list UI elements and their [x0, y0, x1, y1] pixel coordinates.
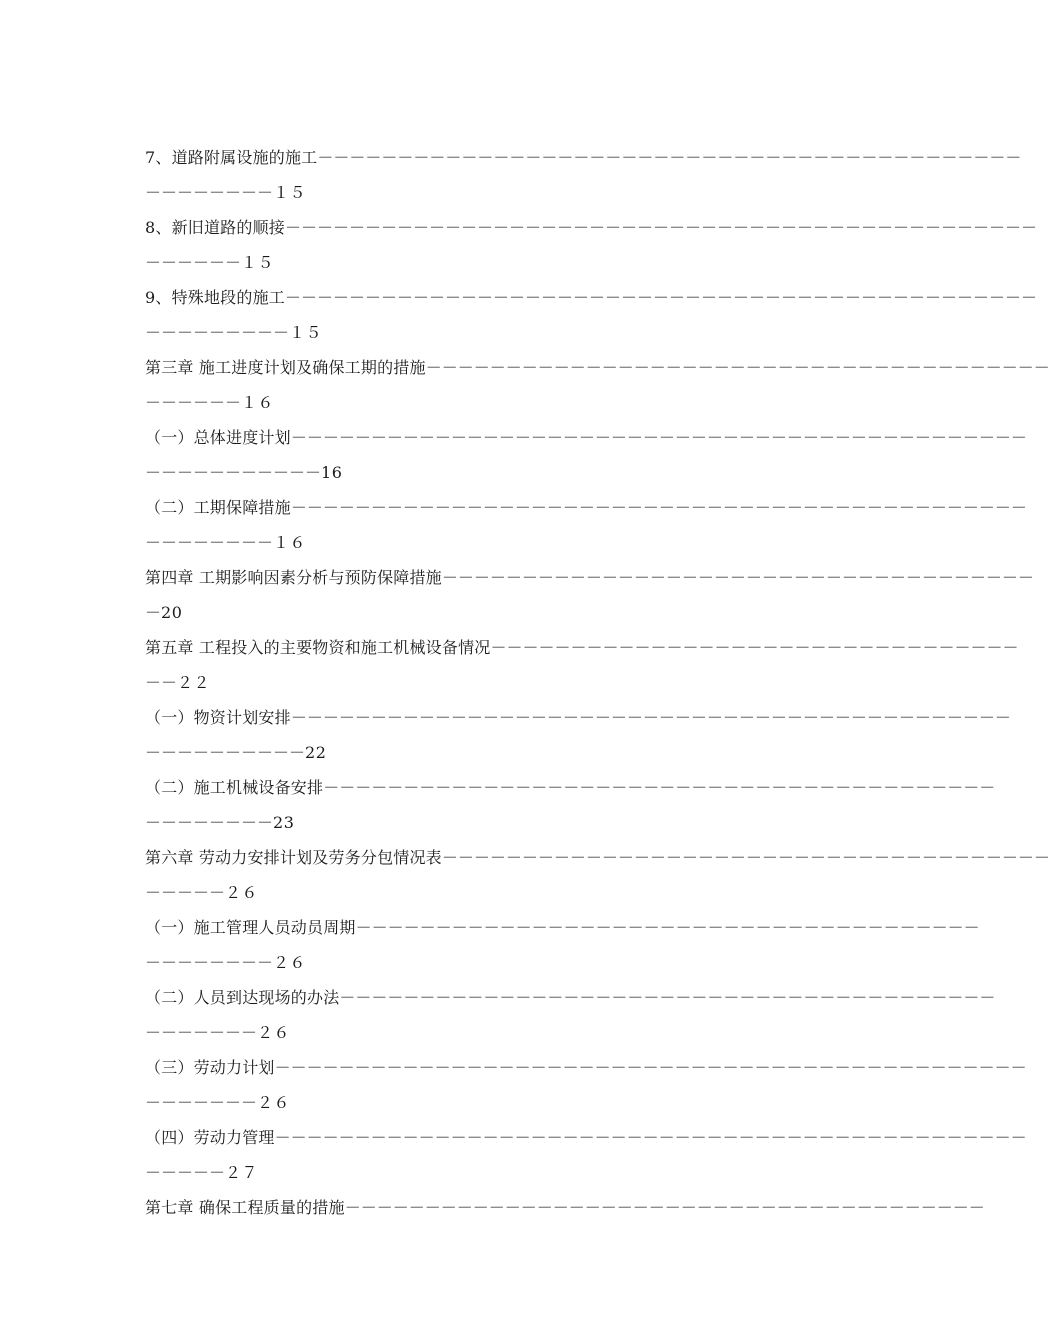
toc-leader: －－－－－－－－－－－－－－－－－－－－－－－－－－－－－－－－－－－－－－－－ [344, 1198, 985, 1217]
toc-leader: －－－－－－－－－－ [145, 743, 306, 762]
toc-entry-continuation [145, 245, 882, 280]
toc-entry[interactable] [145, 560, 1034, 630]
toc-entry-line [145, 840, 1050, 875]
toc-entry-continuation [145, 315, 882, 350]
toc-leader: －－－－－－－－－－－－－－－－－－－－－－－－－－－－－－－－－－－－－－－－－－－－－ [290, 708, 1011, 727]
toc-leader: －－－－－－－－－－－－－－－－－－－－－－－－－－－－－－－－－－－－－－－－－ [339, 988, 996, 1007]
toc-entry-line [145, 350, 1050, 385]
toc-entry-title: （二）人员到达现场的办法 [145, 988, 340, 1007]
toc-entry[interactable] [145, 350, 1050, 420]
toc-entry-line [145, 560, 1034, 595]
toc-leader: －－－－－－ [145, 393, 242, 412]
toc-entry-title: 第七章 确保工程质量的措施 [145, 1198, 345, 1217]
toc-leader: －－－－－－－－－－－－－－－－－－－－－－－－－－－－－－－－－－－－－－－－－－－－－－－ [274, 1058, 1027, 1077]
toc-leader: －－－－－－ [145, 253, 242, 272]
toc-entry-line [145, 700, 1011, 735]
toc-leader: －－－－－－－－－ [145, 323, 290, 342]
toc-entry-continuation [145, 595, 882, 630]
toc-entry[interactable] [145, 210, 1037, 280]
toc-entry-line [145, 490, 1027, 525]
toc-page-number: ２６ [273, 953, 307, 972]
toc-leader: －－－－－－－－－－－－－－－－－－－－－－－－－－－－－－－－－－－－－－ [441, 848, 1050, 867]
toc-leader: －－－－－－－－－－－－－－－－－－－－－－－－－－－－－－－－－－－－－－－－－－ [323, 778, 996, 797]
toc-page-number: １５ [241, 253, 275, 272]
toc-entry-line [145, 280, 1037, 315]
toc-entry-continuation [145, 1085, 882, 1120]
toc-entry-line [145, 210, 1037, 245]
toc-page-number: １６ [241, 393, 275, 412]
toc-leader: －－－－－－－－ [145, 813, 274, 832]
toc-entry-line [145, 770, 996, 805]
toc-entry[interactable] [145, 980, 996, 1050]
toc-entry-continuation [145, 875, 882, 910]
toc-entry-title: （四）劳动力管理 [145, 1128, 275, 1147]
toc-entry[interactable] [145, 910, 980, 980]
toc-leader: －－ [145, 673, 178, 692]
toc-leader: －－－－－－－－－－－－－－－－－－－－－－－－－－－－－－－－－－－－－ [441, 568, 1034, 587]
toc-entry-continuation [145, 1155, 882, 1190]
toc-page-number: ２６ [225, 883, 259, 902]
toc-entry[interactable] [145, 840, 1050, 910]
toc-entry-line [145, 630, 1019, 665]
toc-entry-line [145, 140, 1022, 175]
toc-entry-title: 8、新旧道路的顺接 [145, 218, 285, 237]
toc-entry-continuation [145, 175, 882, 210]
toc-entry-continuation [145, 945, 882, 980]
toc-entry[interactable] [145, 420, 1027, 490]
toc-entry[interactable] [145, 770, 996, 840]
toc-entry[interactable] [145, 700, 1011, 770]
toc-entry[interactable] [145, 140, 1022, 210]
toc-entry-continuation [145, 525, 882, 560]
toc-page-number: 16 [321, 463, 343, 482]
toc-entry-line [145, 1120, 1027, 1155]
toc-page-number: １６ [273, 533, 307, 552]
toc-entry-line [145, 910, 980, 945]
toc-entry-title: （一）施工管理人员动员周期 [145, 918, 356, 937]
toc-entry-line [145, 1050, 1027, 1085]
toc-entry-title: （二）施工机械设备安排 [145, 778, 324, 797]
toc-page-number: 23 [273, 813, 295, 832]
toc-leader: －－－－－－－－－－－－－－－－－－－－－－－－－－－－－－－－－－－－－－－－－－－－ [317, 148, 1022, 167]
toc-entry[interactable] [145, 1190, 985, 1225]
toc-entry-continuation [145, 455, 882, 490]
toc-entry[interactable] [145, 280, 1037, 350]
toc-entry[interactable] [145, 630, 1019, 700]
toc-leader: －－－－－－－ [145, 1093, 258, 1112]
toc-leader: － [145, 603, 162, 622]
toc-leader: －－－－－－－ [145, 1023, 258, 1042]
toc-leader: －－－－－－－－－－－－－－－－－－－－－－－－－－－－－－－－－－－－－－－－－－－－－－－ [284, 288, 1037, 307]
toc-leader: －－－－－－－－－－－－－－－－－－－－－－－－－－－－－－－－－－－－－－－－－－－－－－－ [274, 1128, 1027, 1147]
toc-leader: －－－－－ [145, 883, 226, 902]
toc-page-number: １５ [289, 323, 323, 342]
toc-entry[interactable] [145, 490, 1027, 560]
toc-leader: －－－－－－－－－－－－－－－－－－－－－－－－－－－－－－－－－－－－－－－ [425, 358, 1050, 377]
toc-page-number: ２６ [257, 1023, 291, 1042]
toc-entry-title: 第六章 劳动力安排计划及劳务分包情况表 [145, 848, 442, 867]
toc-leader: －－－－－－－－ [145, 183, 274, 202]
toc-entry[interactable] [145, 1120, 1027, 1190]
toc-entry-title: 第五章 工程投入的主要物资和施工机械设备情况 [145, 638, 491, 657]
toc-entry-title: 7、道路附属设施的施工 [145, 148, 318, 167]
toc-page-number: １５ [273, 183, 307, 202]
toc-entry-continuation [145, 385, 882, 420]
toc-entry-title: （一）物资计划安排 [145, 708, 291, 727]
table-of-contents [145, 140, 1050, 1225]
toc-entry-line [145, 420, 1027, 455]
toc-entry-title: （一）总体进度计划 [145, 428, 291, 447]
toc-leader: －－－－－－－－－－－－－－－－－－－－－－－－－－－－－－－－－－－－－－－－－－－－－－ [290, 428, 1027, 447]
toc-entry[interactable] [145, 1050, 1027, 1120]
toc-leader: －－－－－－－－－－－－－－－－－－－－－－－－－－－－－－－－－－－－－－－－－－－－－－－ [284, 218, 1037, 237]
toc-leader: －－－－－－－－－－－－－－－－－－－－－－－－－－－－－－－－－－－－－－－ [355, 918, 980, 937]
toc-page-number: ２７ [225, 1163, 259, 1182]
toc-entry-title: 第四章 工期影响因素分析与预防保障措施 [145, 568, 442, 587]
toc-entry-continuation [145, 1015, 882, 1050]
toc-page-number: ２２ [177, 673, 211, 692]
toc-entry-continuation [145, 805, 882, 840]
toc-page-number: 22 [305, 743, 327, 762]
toc-entry-line [145, 980, 996, 1015]
toc-leader: －－－－－－－－－－－－－－－－－－－－－－－－－－－－－－－－－－－－－－－－－－－－－－ [290, 498, 1027, 517]
toc-entry-title: （三）劳动力计划 [145, 1058, 275, 1077]
toc-leader: －－－－－ [145, 1163, 226, 1182]
toc-entry-title: （二）工期保障措施 [145, 498, 291, 517]
toc-leader: －－－－－－－－－－－ [145, 463, 322, 482]
toc-leader: －－－－－－－－－－－－－－－－－－－－－－－－－－－－－－－－－ [490, 638, 1019, 657]
toc-entry-title: 第三章 施工进度计划及确保工期的措施 [145, 358, 426, 377]
toc-page-number: 20 [161, 603, 183, 622]
toc-page-number: ２６ [257, 1093, 291, 1112]
toc-entry-continuation [145, 665, 882, 700]
toc-entry-continuation [145, 735, 882, 770]
toc-leader: －－－－－－－－ [145, 533, 274, 552]
toc-entry-line [145, 1190, 985, 1225]
toc-entry-title: 9、特殊地段的施工 [145, 288, 285, 307]
toc-leader: －－－－－－－－ [145, 953, 274, 972]
